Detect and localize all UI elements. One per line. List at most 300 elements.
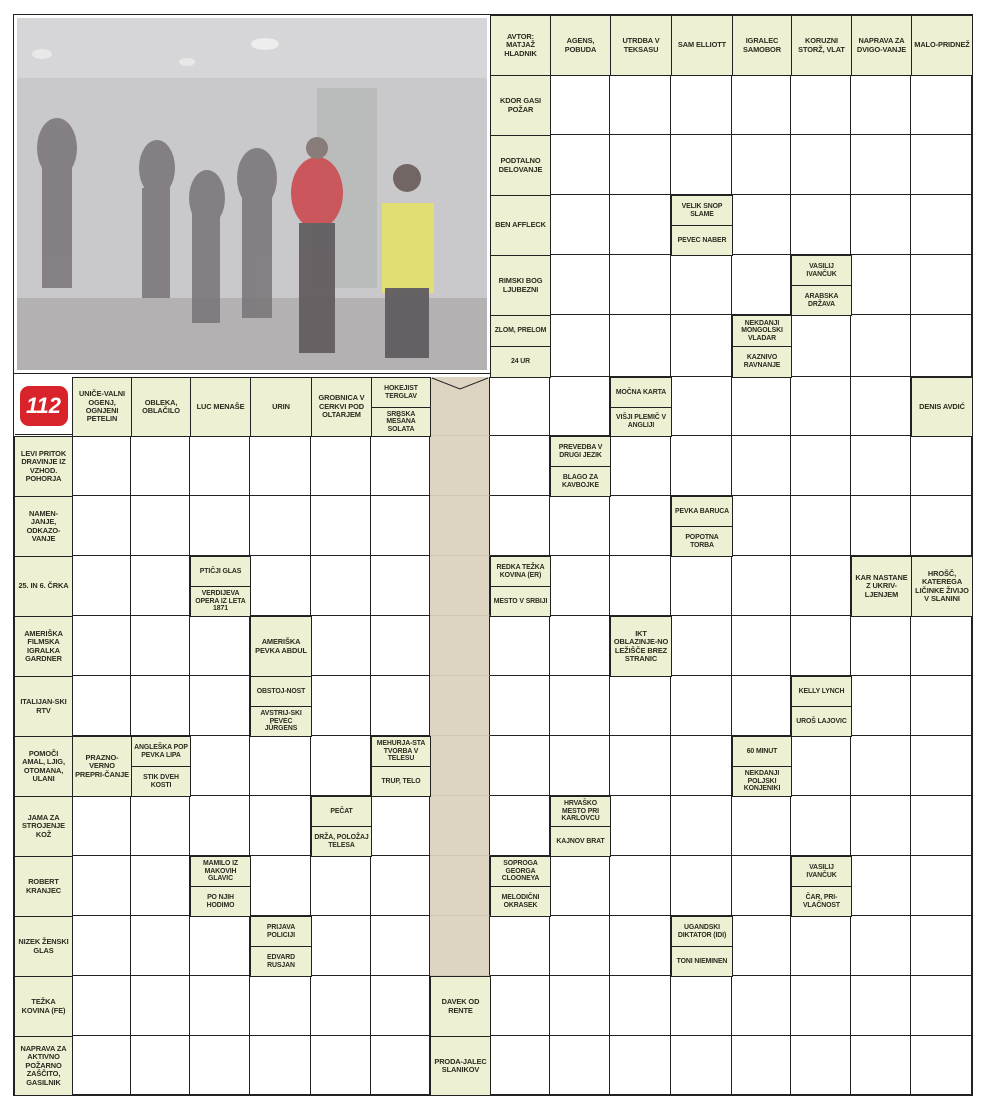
answer-cell[interactable] [671, 796, 732, 856]
answer-cell[interactable] [851, 75, 911, 135]
answer-cell[interactable] [190, 1036, 250, 1095]
clue-text: OBSTOJ-NOST [256, 687, 306, 695]
answer-cell[interactable] [490, 1036, 550, 1095]
photo-illustration [17, 18, 487, 370]
answer-cell[interactable] [851, 496, 911, 556]
clue-cell-c30 [911, 377, 973, 437]
answer-cell[interactable] [610, 315, 671, 377]
answer-cell[interactable] [791, 135, 851, 195]
answer-cell[interactable] [311, 1036, 371, 1095]
answer-cell[interactable] [911, 676, 972, 736]
answer-cell[interactable] [550, 916, 610, 976]
clue-cell-c62 [311, 826, 372, 857]
answer-cell[interactable] [490, 976, 550, 1036]
answer-cell[interactable] [72, 976, 131, 1036]
answer-cell[interactable] [610, 496, 671, 556]
shaded-solution-cell[interactable] [430, 496, 490, 556]
clue-text: SRBSKA MEŠANA SOLATA [386, 410, 416, 433]
answer-cell[interactable] [851, 916, 911, 976]
answer-cell[interactable] [732, 556, 791, 616]
answer-cell[interactable] [72, 496, 131, 556]
clue-text: UROŠ LAJOVIC [796, 717, 847, 725]
answer-cell[interactable] [311, 736, 371, 796]
answer-cell[interactable] [851, 315, 911, 377]
clue-text: IGRALEC SAMOBOR [743, 36, 781, 54]
answer-cell[interactable] [550, 1036, 610, 1095]
answer-cell[interactable] [490, 496, 550, 556]
answer-cell[interactable] [671, 436, 732, 496]
answer-cell[interactable] [550, 315, 610, 377]
answer-cell[interactable] [851, 135, 911, 195]
answer-cell[interactable] [550, 255, 610, 315]
answer-cell[interactable] [791, 75, 851, 135]
clue-cell-c31 [14, 436, 73, 497]
answer-cell[interactable] [610, 556, 671, 616]
clue-cell-c37 [14, 556, 73, 617]
clue-text: KAJNOV BRAT [556, 837, 605, 845]
clue-text: DRŽA, POLOŽAJ TELESA [314, 833, 369, 849]
answer-cell[interactable] [732, 436, 791, 496]
answer-cell[interactable] [490, 676, 550, 736]
answer-cell[interactable] [72, 676, 131, 736]
answer-cell[interactable] [851, 676, 911, 736]
answer-cell[interactable] [311, 616, 371, 676]
clue-text: UNIČE-VALNI OGENJ, OGNJENI PETELIN [79, 389, 125, 424]
answer-cell[interactable] [311, 496, 371, 556]
clue-text: PREVEDBA V DRUGI JEZIK [558, 443, 603, 459]
answer-cell[interactable] [911, 856, 972, 916]
answer-cell[interactable] [911, 436, 972, 496]
answer-cell[interactable] [791, 916, 851, 976]
answer-cell[interactable] [371, 436, 430, 496]
answer-cell[interactable] [791, 315, 851, 377]
clue-cell-c77 [14, 976, 73, 1037]
answer-cell[interactable] [250, 736, 311, 796]
answer-cell[interactable] [550, 195, 610, 255]
answer-cell[interactable] [550, 496, 610, 556]
answer-cell[interactable] [791, 616, 851, 676]
clue-text: ROBERT KRANJEC [25, 877, 62, 895]
clue-cell-c15 [791, 255, 852, 286]
answer-cell[interactable] [311, 436, 371, 496]
clue-cell-c72 [14, 916, 73, 977]
answer-cell[interactable] [190, 496, 250, 556]
clue-text: MALO-PRIDNEŽ [914, 40, 970, 50]
answer-cell[interactable] [371, 616, 430, 676]
clue-cell-c43 [911, 556, 973, 617]
answer-cell[interactable] [250, 1036, 311, 1095]
clue-cell-c21 [72, 377, 132, 437]
clue-cell-c49 [250, 706, 312, 737]
answer-cell[interactable] [851, 796, 911, 856]
clue-cell-c59 [732, 766, 792, 797]
clue-text: VELIK SNOP SLAME [681, 202, 723, 218]
clue-text: SOPROGA GEORGA CLOONEYA [501, 860, 540, 883]
answer-cell[interactable] [131, 616, 190, 676]
answer-cell[interactable] [732, 1036, 791, 1095]
answer-cell[interactable] [671, 976, 732, 1036]
shaded-solution-cell[interactable] [430, 676, 490, 736]
clue-text: PEVKA BARUCA [674, 507, 730, 515]
clue-cell-c19 [732, 315, 792, 347]
answer-cell[interactable] [791, 195, 851, 255]
clue-text: UGANDSKI DIKTATOR (IDI) [677, 923, 727, 939]
clue-text: PRIJAVA POLICIJI [266, 923, 296, 939]
answer-cell[interactable] [72, 796, 131, 856]
answer-cell[interactable] [732, 676, 791, 736]
answer-cell[interactable] [190, 736, 250, 796]
clue-cell-c01 [490, 15, 551, 76]
answer-cell[interactable] [851, 195, 911, 255]
answer-cell[interactable] [550, 377, 610, 436]
answer-cell[interactable] [671, 616, 732, 676]
clue-text: PEČAT [330, 807, 353, 815]
clue-text: ZLOM, PRELOM [494, 327, 547, 335]
answer-cell[interactable] [311, 976, 371, 1036]
answer-cell[interactable] [671, 255, 732, 315]
answer-cell[interactable] [791, 976, 851, 1036]
answer-cell[interactable] [250, 976, 311, 1036]
answer-cell[interactable] [72, 616, 131, 676]
clue-text: GROBNICA V CERKVI POD OLTARJEM [318, 393, 365, 420]
shaded-solution-cell[interactable] [430, 796, 490, 856]
answer-cell[interactable] [732, 796, 791, 856]
answer-cell[interactable] [911, 916, 972, 976]
answer-cell[interactable] [311, 916, 371, 976]
shaded-solution-cell[interactable] [430, 556, 490, 616]
answer-cell[interactable] [72, 1036, 131, 1095]
clue-cell-c35 [671, 496, 733, 527]
answer-cell[interactable] [911, 75, 972, 135]
arrow-down-icon [430, 377, 490, 391]
clue-cell-c09 [490, 75, 551, 136]
answer-cell[interactable] [791, 556, 851, 616]
answer-cell[interactable] [190, 916, 250, 976]
answer-cell[interactable] [610, 436, 671, 496]
answer-cell[interactable] [131, 916, 190, 976]
answer-cell[interactable] [610, 856, 671, 916]
answer-cell[interactable] [610, 976, 671, 1036]
clue-cell-c23 [190, 377, 251, 437]
answer-cell[interactable] [671, 315, 732, 377]
answer-cell[interactable] [610, 916, 671, 976]
answer-cell[interactable] [911, 736, 972, 796]
answer-cell[interactable] [250, 556, 311, 616]
answer-cell[interactable] [250, 496, 311, 556]
answer-cell[interactable] [732, 75, 791, 135]
answer-cell[interactable] [72, 436, 131, 496]
clue-text: AVTOR: MATJAŽ HLADNIK [504, 31, 537, 58]
clue-text: HRVAŠKO MESTO PRI KARLOVCU [561, 800, 600, 823]
answer-cell[interactable] [671, 135, 732, 195]
clue-text: PRODA-JALEC SLANIKOV [434, 1056, 487, 1074]
answer-cell[interactable] [311, 556, 371, 616]
clue-cell-c02 [550, 15, 611, 76]
clue-text: KAZNIVO RAVNANJE [743, 354, 781, 369]
answer-cell[interactable] [250, 796, 311, 856]
clue-text: EDVARD RUSJAN [267, 953, 295, 969]
clue-cell-c42 [851, 556, 912, 617]
answer-cell[interactable] [371, 1036, 430, 1095]
answer-cell[interactable] [851, 255, 911, 315]
answer-cell[interactable] [550, 856, 610, 916]
answer-cell[interactable] [791, 377, 851, 436]
answer-cell[interactable] [851, 436, 911, 496]
answer-cell[interactable] [851, 976, 911, 1036]
answer-cell[interactable] [732, 377, 791, 436]
clue-text: DAVEK OD RENTE [441, 997, 480, 1015]
clue-cell-c26 [371, 377, 431, 408]
answer-cell[interactable] [550, 736, 610, 796]
answer-cell[interactable] [550, 976, 610, 1036]
clue-cell-c44 [14, 616, 73, 677]
clue-cell-c11 [490, 195, 551, 256]
clue-text: REDKA TEŽKA KOVINA (ER) [496, 563, 545, 579]
clue-cell-c57 [371, 766, 431, 797]
clue-text: VIŠJI PLEMIČ V ANGLIJI [616, 414, 666, 429]
answer-cell[interactable] [911, 496, 972, 556]
answer-cell[interactable] [250, 436, 311, 496]
clue-cell-c78 [430, 976, 491, 1037]
answer-cell[interactable] [911, 255, 972, 315]
clue-text: LUC MENAŠE [196, 401, 245, 411]
clue-cell-c27 [371, 407, 431, 437]
answer-cell[interactable] [131, 436, 190, 496]
answer-cell[interactable] [671, 556, 732, 616]
answer-cell[interactable] [791, 736, 851, 796]
answer-cell[interactable] [911, 315, 972, 377]
clue-text: TONI NIEMINEN [676, 957, 728, 965]
clue-text: BEN AFFLECK [495, 220, 546, 230]
clue-cell-c61 [311, 796, 372, 827]
answer-cell[interactable] [131, 976, 190, 1036]
clue-text: PODTALNO DELOVANJE [498, 156, 543, 174]
answer-cell[interactable] [550, 616, 610, 676]
answer-cell[interactable] [732, 135, 791, 195]
clue-text: HROŠČ, KATEREGA LIČINKE ŽIVIJO V SLANINI [915, 568, 969, 603]
clue-cell-c47 [14, 676, 73, 737]
answer-cell[interactable] [732, 195, 791, 255]
answer-cell[interactable] [311, 856, 371, 916]
answer-cell[interactable] [911, 616, 972, 676]
answer-cell[interactable] [371, 676, 430, 736]
clue-cell-c34 [14, 496, 73, 557]
answer-cell[interactable] [671, 736, 732, 796]
clue-cell-c50 [791, 676, 852, 707]
answer-cell[interactable] [131, 796, 190, 856]
answer-cell[interactable] [371, 496, 430, 556]
answer-cell[interactable] [550, 135, 610, 195]
clue-text: OBLEKA, OBLAČILO [142, 397, 180, 415]
clue-text: KAR NASTANE Z UKRIV-LJENJEM [855, 572, 908, 599]
answer-cell[interactable] [190, 796, 250, 856]
clue-cell-c07 [851, 15, 912, 76]
clue-text: DENIS AVDIĆ [919, 401, 965, 411]
answer-cell[interactable] [732, 856, 791, 916]
clue-cell-c58 [732, 736, 792, 767]
answer-cell[interactable] [791, 436, 851, 496]
answer-cell[interactable] [131, 496, 190, 556]
answer-cell[interactable] [610, 1036, 671, 1095]
clue-cell-c14 [490, 255, 551, 316]
clue-cell-c12 [671, 195, 733, 226]
clue-cell-c51 [791, 706, 852, 737]
clue-text: ITALIJAN-SKI RTV [20, 697, 67, 715]
clue-cell-c65 [14, 856, 73, 917]
answer-cell[interactable] [732, 616, 791, 676]
answer-cell[interactable] [72, 556, 131, 616]
clue-text: AGENS, POBUDA [564, 36, 597, 54]
answer-cell[interactable] [911, 796, 972, 856]
clue-cell-c69 [490, 886, 551, 917]
answer-cell[interactable] [72, 856, 131, 916]
answer-cell[interactable] [671, 856, 732, 916]
clue-cell-c56 [371, 736, 431, 767]
answer-cell[interactable] [131, 676, 190, 736]
answer-cell[interactable] [911, 976, 972, 1036]
clue-text: NIZEK ŽENSKI GLAS [18, 937, 69, 955]
smoke-evacuation-photo [14, 15, 490, 373]
clue-cell-c66 [190, 856, 251, 887]
answer-cell[interactable] [550, 75, 610, 135]
clue-text: SAM ELLIOTT [677, 40, 727, 50]
answer-cell[interactable] [610, 736, 671, 796]
clue-cell-c16 [791, 285, 852, 316]
clue-text: MOČNA KARTA [615, 388, 667, 396]
clue-cell-c17 [490, 315, 551, 347]
answer-cell[interactable] [490, 736, 550, 796]
clue-cell-c53 [72, 736, 132, 797]
answer-cell[interactable] [732, 916, 791, 976]
answer-cell[interactable] [671, 676, 732, 736]
clue-text: PTIČJI GLAS [199, 567, 242, 575]
shaded-solution-cell[interactable] [430, 616, 490, 676]
clue-text: POMOČI AMAL, LJIG, OTOMANA, ULANI [22, 748, 65, 783]
clue-cell-c54 [131, 736, 191, 767]
answer-cell[interactable] [371, 856, 430, 916]
clue-text: NAPRAVA ZA AKTIVNO POŽARNO ZAŠČITO, GASILNIK [20, 1043, 67, 1087]
clue-text: NEKDANJI MONGOLSKI VLADAR [741, 319, 783, 342]
answer-cell[interactable] [550, 556, 610, 616]
answer-cell[interactable] [911, 135, 972, 195]
clue-text: UTRDBA V TEKSASU [622, 36, 660, 54]
answer-cell[interactable] [610, 195, 671, 255]
answer-cell[interactable] [671, 75, 732, 135]
clue-text: POPOTNA TORBA [685, 533, 719, 549]
clue-cell-c05 [732, 15, 792, 76]
answer-cell[interactable] [610, 796, 671, 856]
answer-cell[interactable] [791, 796, 851, 856]
answer-cell[interactable] [671, 1036, 732, 1095]
clue-text: AMERIŠKA PEVKA ABDUL [255, 637, 307, 655]
answer-cell[interactable] [131, 1036, 190, 1095]
answer-cell[interactable] [851, 616, 911, 676]
answer-cell[interactable] [371, 976, 430, 1036]
answer-cell[interactable] [671, 377, 732, 436]
answer-cell[interactable] [851, 736, 911, 796]
shaded-solution-cell[interactable] [430, 856, 490, 916]
answer-cell[interactable] [72, 916, 131, 976]
answer-cell[interactable] [732, 496, 791, 556]
answer-cell[interactable] [190, 616, 250, 676]
answer-cell[interactable] [610, 75, 671, 135]
answer-cell[interactable] [490, 916, 550, 976]
answer-cell[interactable] [610, 135, 671, 195]
answer-cell[interactable] [851, 377, 911, 436]
clue-cell-c64 [550, 826, 611, 857]
emergency-number-badge: 112 [20, 386, 68, 426]
clue-cell-c39 [190, 586, 251, 617]
clue-text: BLAGO ZA KAVBOJKE [562, 473, 599, 489]
clue-cell-c29 [610, 407, 672, 437]
answer-cell[interactable] [490, 616, 550, 676]
answer-cell[interactable] [311, 676, 371, 736]
answer-cell[interactable] [851, 1036, 911, 1095]
clue-cell-c60 [14, 796, 73, 857]
112-logo [15, 377, 73, 435]
shaded-solution-cell[interactable] [430, 436, 490, 496]
answer-cell[interactable] [490, 796, 550, 856]
answer-cell[interactable] [371, 916, 430, 976]
clue-text: 25. IN 6. ČRKA [18, 581, 69, 591]
clue-text: 24 UR [510, 358, 531, 366]
answer-cell[interactable] [791, 1036, 851, 1095]
answer-cell[interactable] [190, 436, 250, 496]
answer-cell[interactable] [490, 436, 550, 496]
answer-cell[interactable] [490, 377, 550, 436]
clue-text: NAPRAVA ZA DVIGO-VANJE [856, 36, 907, 54]
shaded-solution-cell[interactable] [430, 916, 490, 976]
answer-cell[interactable] [610, 676, 671, 736]
shaded-solution-cell[interactable] [430, 736, 490, 796]
answer-cell[interactable] [131, 556, 190, 616]
clue-text: MEHURJA-STA TVORBA V TELESU [376, 740, 426, 763]
clue-cell-c76 [671, 946, 733, 977]
clue-cell-c32 [550, 436, 611, 467]
answer-cell[interactable] [250, 856, 311, 916]
answer-cell[interactable] [131, 856, 190, 916]
clue-cell-c63 [550, 796, 611, 827]
answer-cell[interactable] [732, 976, 791, 1036]
clue-text: ANGLEŠKA POP PEVKA LIPA [134, 743, 188, 759]
clue-text: URIN [272, 401, 290, 411]
answer-cell[interactable] [371, 556, 430, 616]
clue-text: RIMSKI BOG LJUBEZNI [498, 276, 543, 294]
clue-text: STIK DVEH KOSTI [143, 773, 179, 789]
answer-cell[interactable] [190, 676, 250, 736]
clue-text: HOKEJIST TERGLAV [384, 384, 418, 400]
answer-cell[interactable] [791, 496, 851, 556]
clue-text: KDOR GASI POŽAR [500, 96, 541, 114]
clue-text: ČAR, PRI-VLAČNOST [802, 893, 841, 909]
clue-text: KORUZNI STORŽ, VLAT [798, 36, 845, 54]
clue-cell-c40 [490, 556, 551, 587]
clue-text: AVSTRIJ-SKI PEVEC JÜRGENS [260, 710, 302, 733]
answer-cell[interactable] [371, 796, 430, 856]
answer-cell[interactable] [610, 255, 671, 315]
answer-cell[interactable] [190, 976, 250, 1036]
clue-cell-c71 [791, 886, 852, 917]
clue-text: 60 MINUT [746, 747, 778, 755]
answer-cell[interactable] [732, 255, 791, 315]
answer-cell[interactable] [911, 195, 972, 255]
answer-cell[interactable] [851, 856, 911, 916]
clue-cell-c73 [250, 916, 312, 947]
clue-cell-c38 [190, 556, 251, 587]
answer-cell[interactable] [550, 676, 610, 736]
clue-cell-c80 [430, 1036, 491, 1096]
answer-cell[interactable] [911, 1036, 972, 1095]
